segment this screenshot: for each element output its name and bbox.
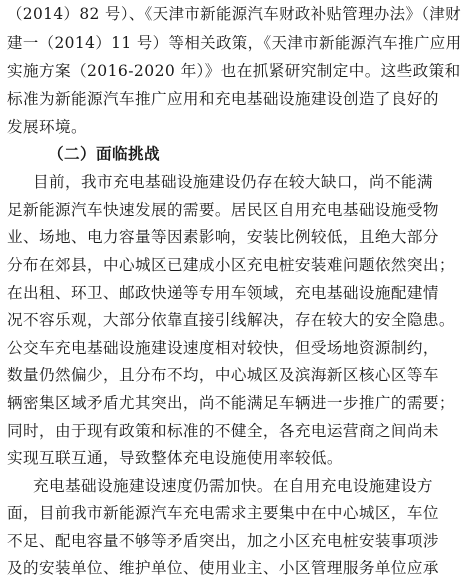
text-line: 在出租、环卫、邮政快递等专用车领域，充电基础设施配建情 — [7, 284, 439, 302]
text-line: 辆密集区域矛盾尤其突出，尚不能满足车辆进一步推广的需要； — [7, 394, 455, 412]
text-line: （2014）82 号）、《天津市新能源汽车财政补贴管理办法》（津财 — [7, 5, 461, 23]
text-line: 建一（2014）11 号）等相关政策，《天津市新能源汽车推广应用 — [7, 34, 462, 52]
text-line: 况不容乐观，大部分依靠直接引线解决，存在较大的安全隐患。 — [7, 311, 455, 329]
text-line: 不足、配电容量不够等矛盾突出，加之小区充电桩安装事项涉 — [7, 532, 439, 550]
text-line: 分布在郊县，中心城区已建成小区充电桩安装难问题依然突出； — [7, 256, 455, 274]
text-line: 标准为新能源汽车推广应用和充电基础设施建设创造了良好的 — [7, 90, 439, 108]
text-line: 数量仍然偏少，且分布不均，中心城区及滨海新区核心区等车 — [7, 366, 439, 384]
section-heading: （二）面临挑战 — [48, 144, 160, 163]
text-line: 发展环境。 — [7, 118, 87, 136]
text-line: 业、场地、电力容量等因素影响，安装比例较低，且绝大部分 — [7, 228, 439, 246]
text-line: 目前，我市充电基础设施建设仍存在较大缺口，尚不能满 — [33, 173, 433, 191]
text-line: 同时，由于现有政策和标准的不健全，各充电运营商之间尚未 — [7, 422, 439, 440]
text-line: 公交车充电基础设施建设速度相对较快，但受场地资源制约， — [7, 339, 439, 357]
text-line: 及的安装单位、维护单位、使用业主、小区管理服务单位应承 — [7, 559, 439, 577]
text-line: 充电基础设施建设速度仍需加快。在自用充电设施建设方 — [33, 477, 433, 495]
text-line: 实现互联互通，导致整体充电设施使用率较低。 — [7, 449, 343, 467]
text-line: 面，目前我市新能源汽车充电需求主要集中在中心城区，车位 — [7, 504, 439, 522]
text-line: 足新能源汽车快速发展的需要。居民区自用充电基础设施受物 — [7, 201, 439, 219]
text-line: 实施方案（2016-2020 年）》也在抓紧研究制定中。这些政策和 — [7, 62, 461, 80]
